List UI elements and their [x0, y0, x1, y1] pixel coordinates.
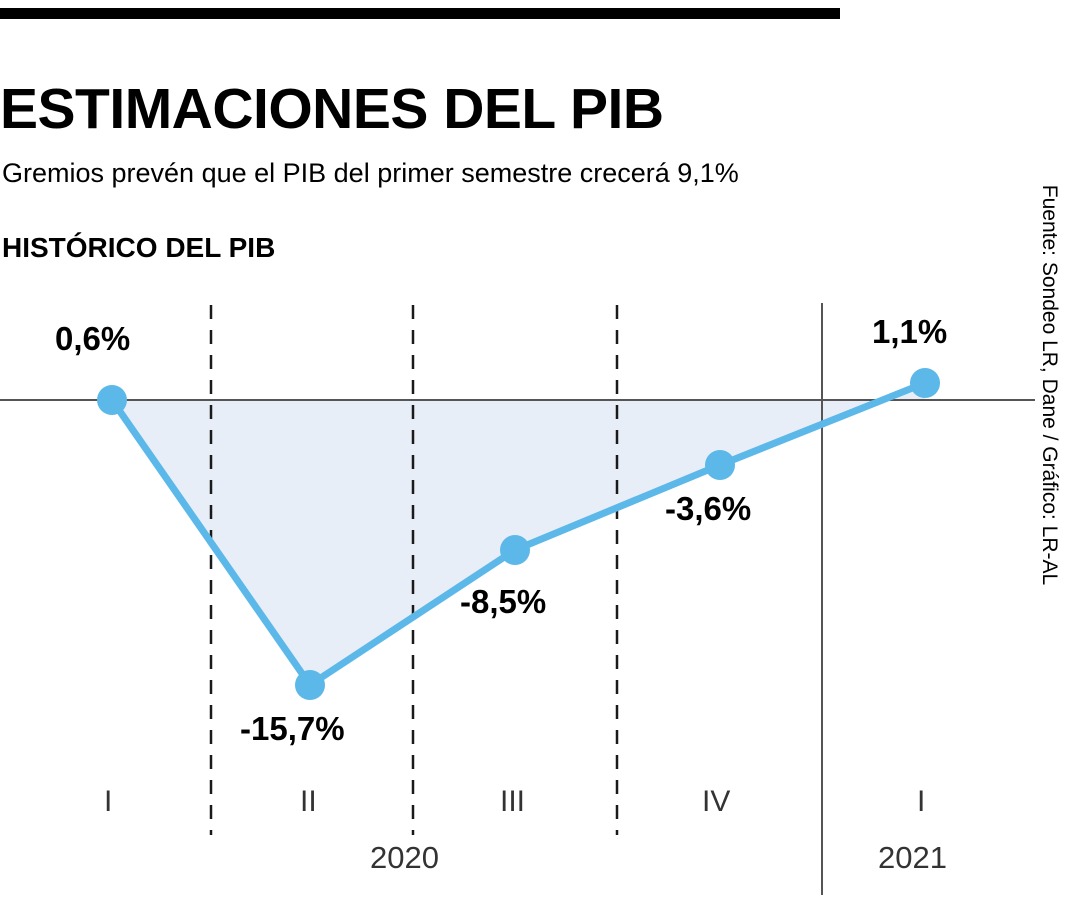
data-label: 0,6%	[55, 320, 131, 357]
source-note-container	[1038, 184, 1076, 885]
data-point-marker	[500, 535, 530, 565]
year-group-label: 2021	[878, 840, 947, 875]
x-tick-label: III	[500, 785, 526, 818]
data-label: -3,6%	[665, 490, 752, 527]
x-tick-label: I	[104, 785, 113, 818]
top-rule-divider	[0, 8, 840, 19]
source-note: Fuente: Sondeo LR, Dane / Gráfico: LR-AL	[1038, 184, 1061, 586]
data-label: -15,7%	[240, 710, 345, 747]
data-point-marker	[295, 670, 325, 700]
x-tick-label: IV	[702, 785, 731, 818]
data-point-marker	[705, 450, 735, 480]
page-title: ESTIMACIONES DEL PIB	[0, 77, 664, 142]
data-point-marker	[97, 385, 127, 415]
gdp-history-chart	[0, 295, 1035, 895]
page-subtitle: Gremios prevén que el PIB del primer semestre crecerá 9,1%	[2, 158, 739, 188]
data-label: -8,5%	[460, 583, 547, 620]
data-point-marker	[910, 368, 940, 398]
data-label: 1,1%	[872, 313, 948, 350]
section-title: HISTÓRICO DEL PIB	[2, 232, 276, 263]
x-tick-label: II	[300, 785, 317, 818]
year-group-label: 2020	[370, 840, 439, 875]
x-tick-label: I	[917, 785, 926, 818]
